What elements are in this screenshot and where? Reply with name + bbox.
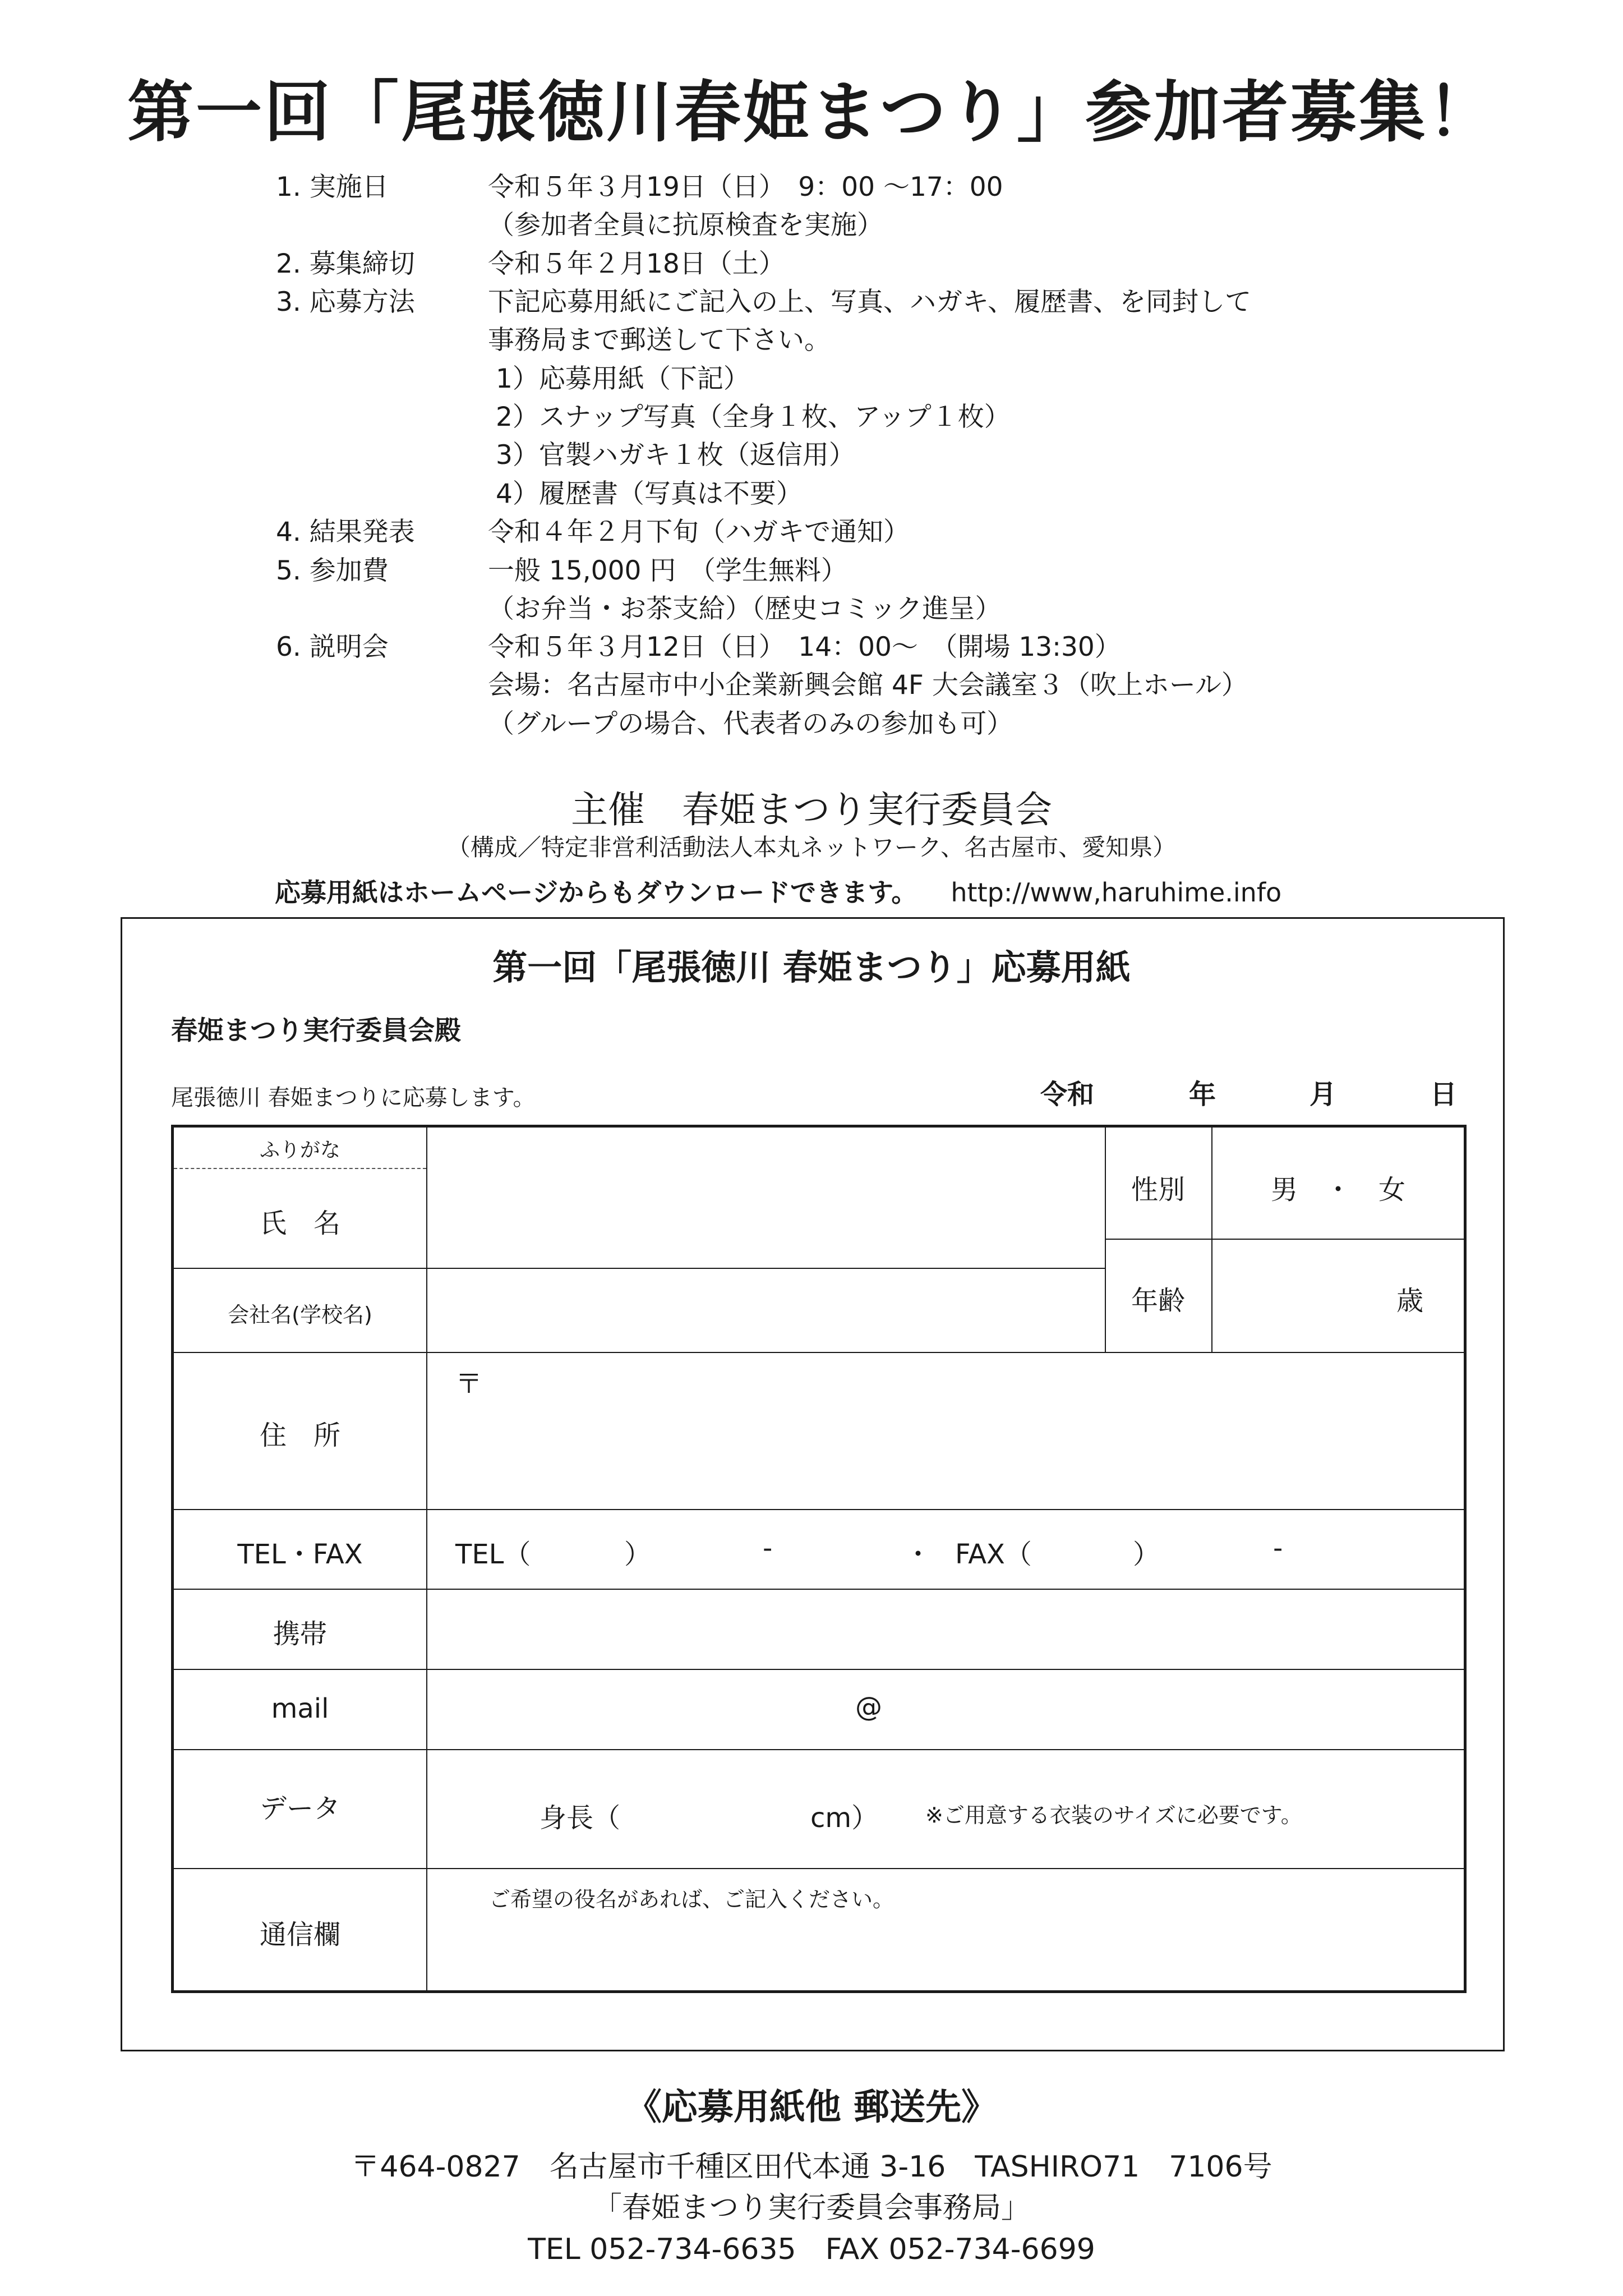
furigana-field[interactable]	[427, 1129, 1104, 1166]
detail-value-fee: 一般 15,000 円 （学生無料）	[488, 555, 847, 586]
address-label: 住 所	[259, 1420, 340, 1451]
mailing-address: 〒464-0827 名古屋市千種区田代本通 3-16 TASHIRO71 7106号	[351, 2150, 1272, 2184]
gender-label: 性別	[1131, 1174, 1185, 1205]
address-field[interactable]	[427, 1354, 1464, 1507]
website-link[interactable]: http://www,haruhime.info	[951, 877, 1282, 908]
organizer: 主催 春姫まつり実行委員会	[571, 788, 1052, 831]
date-month: 月	[1310, 1079, 1337, 1110]
mailing-address-title: 《応募用紙他 郵送先》	[625, 2086, 998, 2128]
detail-label-result: 4. 結果発表	[276, 517, 415, 547]
height-close: cm）	[810, 1802, 879, 1834]
remarks-field[interactable]	[427, 1913, 1464, 1989]
detail-label-fee: 5. 参加費	[276, 555, 389, 586]
fax-hyphen: -	[1273, 1533, 1283, 1564]
date-day: 日	[1430, 1079, 1458, 1110]
enclosure-item: 4）履歴書（写真は不要）	[496, 478, 803, 509]
company-label: 会社名(学校名)	[228, 1303, 372, 1327]
detail-label-date: 1. 実施日	[276, 172, 389, 203]
form-title: 第一回「尾張徳川 春姫まつり」応募用紙	[492, 947, 1131, 988]
fax-open: FAX（	[955, 1539, 1032, 1570]
detail-label-briefing: 6. 説明会	[276, 632, 389, 662]
size-note: ※ご用意する衣装のサイズに必要です。	[925, 1803, 1302, 1828]
enclosure-item: 3）官製ハガキ１枚（返信用）	[496, 440, 855, 471]
detail-value-date-note: （参加者全員に抗原検査を実施）	[488, 210, 883, 241]
office-contact: TEL 052-734-6635 FAX 052-734-6699	[528, 2233, 1095, 2266]
detail-value-method: 下記応募用紙にご記入の上、写真、ハガキ、履歴書、を同封して	[488, 287, 1252, 318]
detail-value-deadline: 令和５年２月18日（土）	[488, 249, 785, 279]
age-label: 年齢	[1131, 1285, 1185, 1317]
detail-label-method: 3. 応募方法	[276, 287, 415, 318]
remarks-label: 通信欄	[259, 1919, 340, 1950]
detail-value-method-2: 事務局まで郵送して下さい。	[488, 325, 831, 356]
mobile-field[interactable]	[427, 1591, 1464, 1667]
name-label: 氏 名	[259, 1208, 340, 1239]
form-addressee: 春姫まつり実行委員会殿	[171, 1015, 461, 1046]
gender-options[interactable]: 男 ・ 女	[1270, 1174, 1405, 1205]
tel-open: TEL（	[455, 1539, 531, 1570]
detail-label-deadline: 2. 募集締切	[276, 249, 415, 279]
remarks-note: ご希望の役名があれば、ご記入ください。	[489, 1887, 895, 1912]
detail-value-fee-note: （お弁当・お茶支給）（歴史コミック進呈）	[488, 593, 1002, 624]
tel-fax-separator: ・	[905, 1539, 932, 1570]
tel-close: ）	[624, 1539, 652, 1570]
detail-value-briefing-venue: 会場：名古屋市中小企業新興会館 4F 大会議室３（吹上ホール）	[488, 670, 1248, 701]
detail-value-briefing: 令和５年３月12日（日） 14：00〜 （開場 13:30）	[488, 632, 1121, 662]
mobile-label: 携帯	[273, 1618, 327, 1650]
postal-mark: 〒	[455, 1368, 483, 1400]
download-note-text: 応募用紙はホームページからもダウンロードできます。	[275, 877, 917, 908]
mail-at: @	[855, 1691, 882, 1723]
organizer-composition: （構成／特定非営利活動法人本丸ネットワーク、名古屋市、愛知県）	[446, 834, 1177, 861]
tel-hyphen: -	[763, 1533, 773, 1564]
company-field[interactable]	[427, 1270, 1104, 1350]
detail-value-result: 令和４年２月下旬（ハガキで通知）	[488, 517, 910, 547]
mail-label: mail	[271, 1693, 329, 1724]
enclosure-item: 2）スナップ写真（全身１枚、アップ１枚）	[496, 402, 1011, 432]
height-open: 身長（	[540, 1802, 621, 1834]
download-note	[275, 872, 1281, 909]
fax-close: ）	[1133, 1539, 1160, 1570]
data-label: データ	[259, 1793, 340, 1824]
enclosure-item: 1）応募用紙（下記）	[496, 364, 750, 394]
detail-value-briefing-note: （グループの場合、代表者のみの参加も可）	[488, 708, 1013, 739]
application-form-table	[171, 1125, 1467, 1993]
name-field[interactable]	[427, 1170, 1104, 1266]
office-name: 「春姫まつり実行委員会事務局」	[592, 2191, 1030, 2225]
telfax-label: TEL・FAX	[237, 1539, 363, 1570]
date-era: 令和	[1040, 1079, 1095, 1110]
form-apply-text: 尾張徳川 春姫まつりに応募します。	[171, 1085, 536, 1111]
age-unit: 歳	[1396, 1285, 1424, 1317]
furigana-label: ふりがな	[259, 1139, 340, 1162]
detail-value-date: 令和５年３月19日（日） 9：00 〜17：00	[488, 172, 1003, 203]
date-year: 年	[1189, 1079, 1216, 1110]
page-title: 第一回「尾張徳川春姫まつり」参加者募集！	[127, 73, 1496, 151]
